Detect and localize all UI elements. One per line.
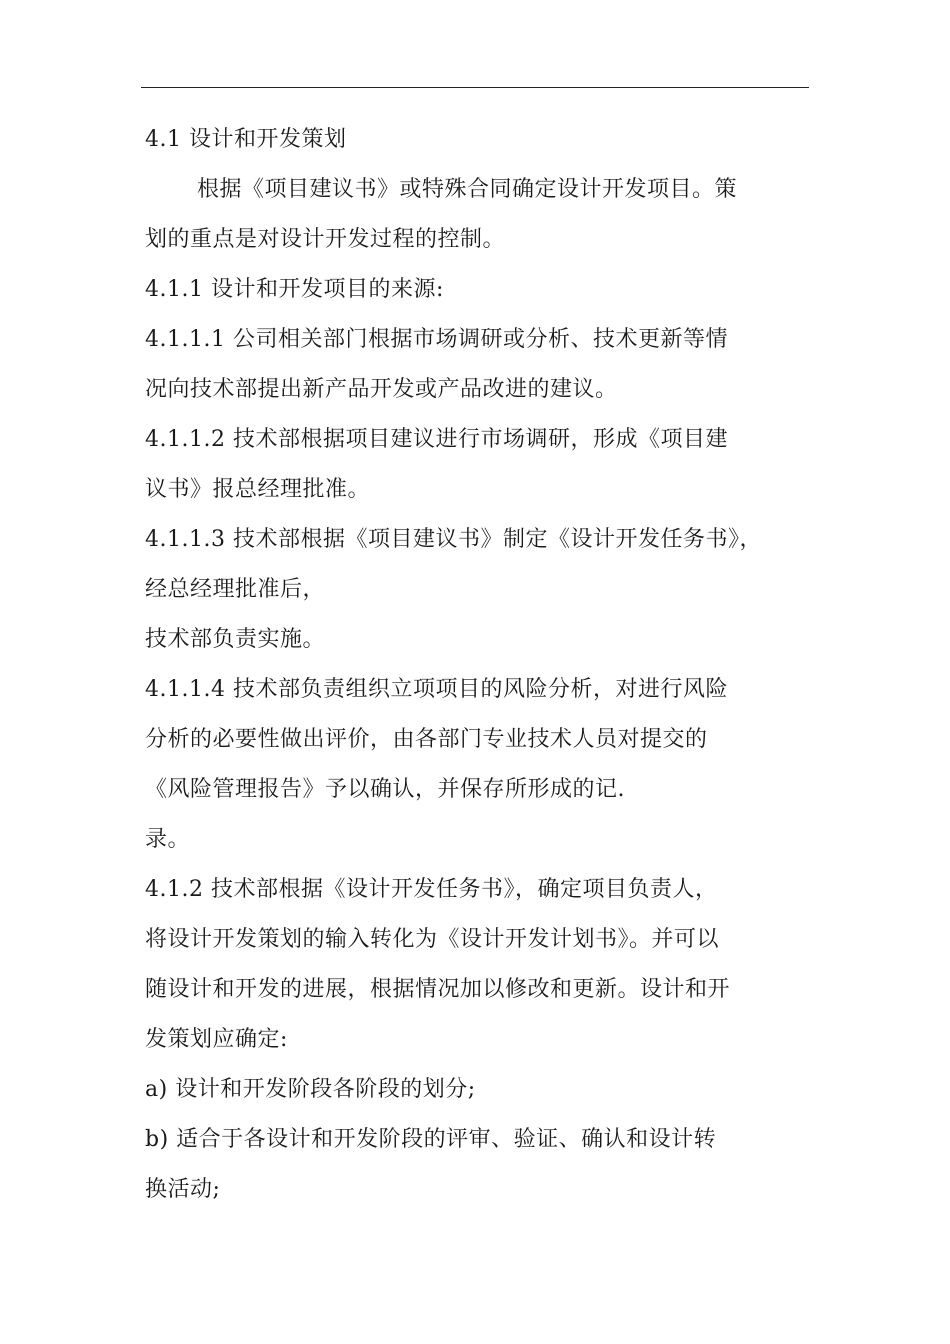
section-heading-4-1-1: 4.1.1 设计和开发项目的来源: (145, 277, 444, 302)
header-rule (141, 87, 809, 88)
paragraph-line: 况向技术部提出新产品开发或产品改进的建议。 (145, 377, 618, 402)
paragraph-line: 换活动; (145, 1177, 221, 1202)
clause-4-1-2: 4.1.2 技术部根据《设计开发任务书》，确定项目负责人， (145, 877, 718, 902)
paragraph-line: 将设计开发策划的输入转化为《设计开发计划书》。并可以 (145, 927, 720, 952)
paragraph-line: 分析的必要性做出评价，由各部门专业技术人员对提交的 (145, 727, 708, 752)
paragraph-line: 议书》报总经理批准。 (145, 477, 371, 502)
paragraph-line: 《风险管理报告》予以确认，并保存所形成的记. (145, 777, 625, 802)
paragraph-line: 划的重点是对设计开发过程的控制。 (145, 227, 506, 252)
clause-4-1-1-4: 4.1.1.4 技术部负责组织立项项目的风险分析，对进行风险 (145, 677, 728, 702)
paragraph-line: 根据《项目建议书》或特殊合同确定设计开发项目。策 (197, 177, 738, 202)
section-heading-4-1: 4.1 设计和开发策划 (145, 127, 347, 152)
document-body (145, 115, 813, 1215)
paragraph-line: 经总经理批准后， (145, 577, 326, 602)
paragraph-line: 随设计和开发的进展，根据情况加以修改和更新。设计和开 (145, 977, 731, 1002)
list-item-a: a) 设计和开发阶段各阶段的划分; (145, 1077, 476, 1102)
list-item-b: b) 适合于各设计和开发阶段的评审、验证、确认和设计转 (145, 1127, 717, 1152)
paragraph-line: 技术部负责实施。 (145, 627, 326, 652)
clause-4-1-1-2: 4.1.1.2 技术部根据项目建议进行市场调研，形成《项目建 (145, 427, 728, 452)
paragraph-line: 录。 (145, 827, 191, 852)
clause-4-1-1-3: 4.1.1.3 技术部根据《项目建议书》制定《设计开发任务书》， (145, 527, 762, 552)
clause-4-1-1-1: 4.1.1.1 公司相关部门根据市场调研或分析、技术更新等情 (145, 327, 728, 352)
paragraph-line: 发策划应确定: (145, 1027, 288, 1052)
